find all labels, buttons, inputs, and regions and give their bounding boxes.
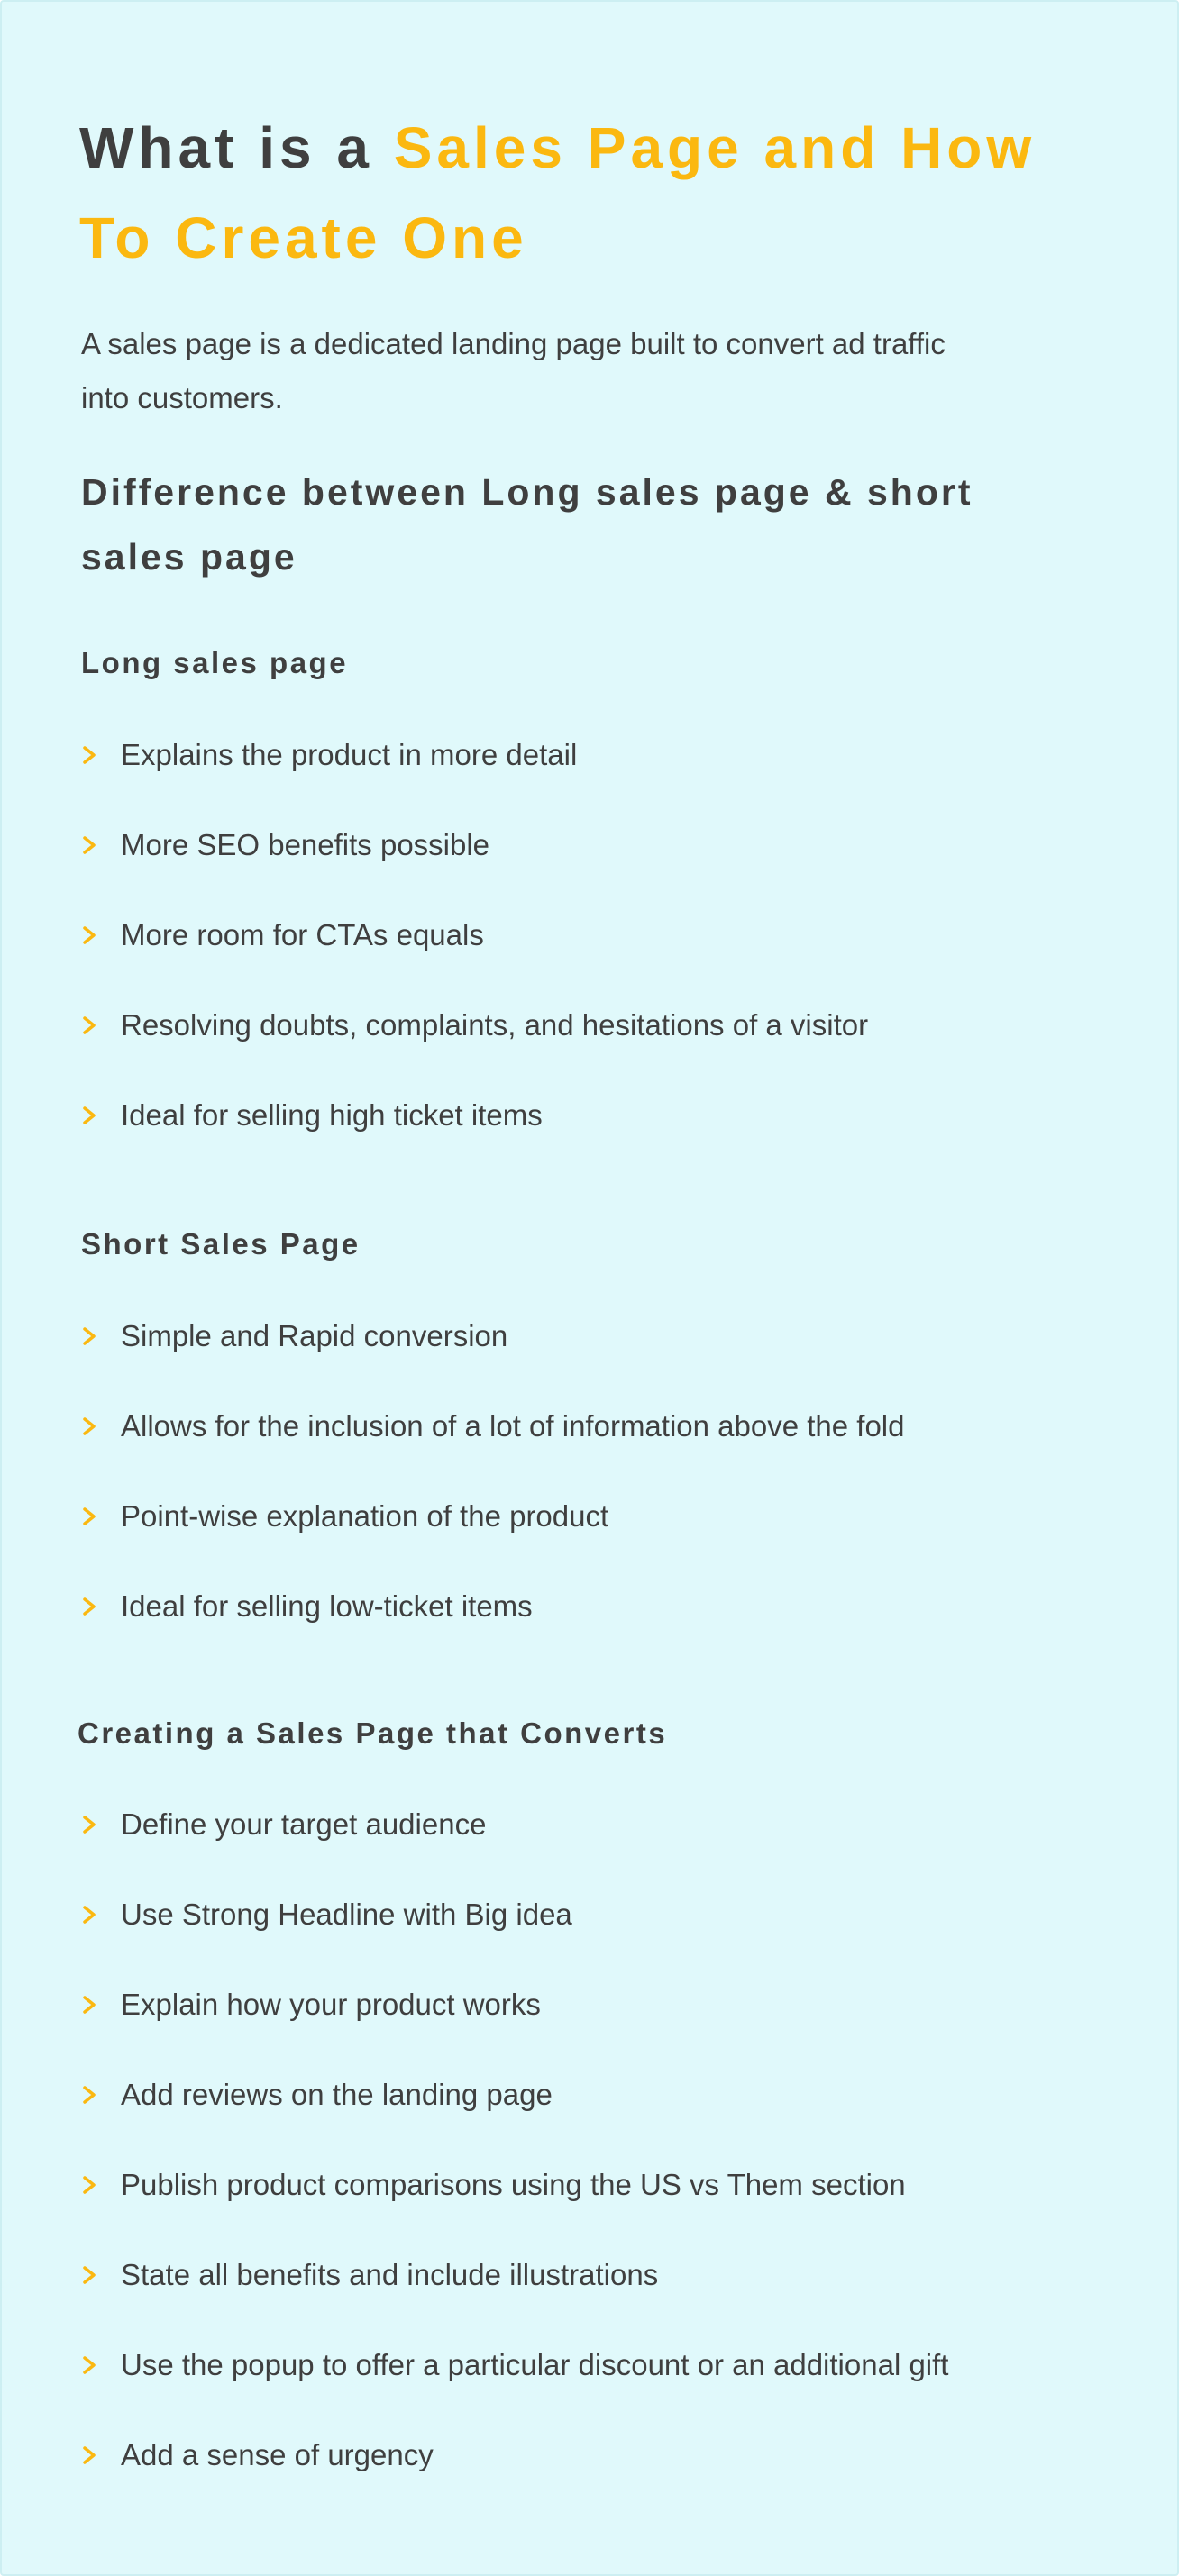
section-heading-short: Short Sales Page [81,1227,361,1261]
chevron-right-icon [81,1327,97,1345]
chevron-right-icon [81,1016,97,1034]
list-item-text: Simple and Rapid conversion [121,1319,508,1352]
chevron-right-icon [81,2176,97,2194]
chevron-right-icon [81,1507,97,1525]
chevron-right-icon [81,926,97,944]
list-item-text: Add reviews on the landing page [121,2078,553,2111]
list-item-text: Allows for the inclusion of a lot of information above the fold [121,1409,905,1443]
title-plain: What is a [79,115,394,180]
chevron-right-icon [81,1906,97,1924]
chevron-right-icon [81,1417,97,1435]
list-item-text: More SEO benefits possible [121,828,490,861]
list-item-text: Ideal for selling low-ticket items [121,1589,533,1623]
list-item-text: Use the popup to offer a particular discount or an additional gift [121,2348,949,2381]
list-item-text: Use Strong Headline with Big idea [121,1898,572,1931]
list-item-text: Explain how your product works [121,1988,541,2021]
list-item-text: Resolving doubts, complaints, and hesitations of a visitor [121,1008,869,1042]
chevron-right-icon [81,2446,97,2464]
list-item-text: Add a sense of urgency [121,2438,434,2471]
list-item-text: Ideal for selling high ticket items [121,1098,543,1132]
page-title [79,103,1116,283]
list-item-text: Explains the product in more detail [121,738,578,771]
intro-paragraph: A sales page is a dedicated landing page built to convert ad traffic into customers. [81,327,946,414]
title-accent: Sales Page and How To Create One [79,115,1037,270]
chevron-right-icon [81,746,97,764]
section-heading-long: Long sales page [81,646,349,679]
chevron-right-icon [81,1597,97,1616]
chevron-right-icon [81,836,97,854]
list-item-text: More room for CTAs equals [121,918,484,951]
chevron-right-icon [81,1996,97,2014]
chevron-right-icon [81,2266,97,2284]
section-heading-creating: Creating a Sales Page that Converts [78,1716,668,1750]
list-item-text: Point-wise explanation of the product [121,1499,609,1533]
list-item-text: Define your target audience [121,1807,487,1841]
comparison-subtitle: Difference between Long sales page & short sales page [81,471,973,578]
chevron-right-icon [81,1106,97,1124]
list-item-text: State all benefits and include illustrations [121,2258,659,2291]
chevron-right-icon [81,2356,97,2374]
list-item-text: Publish product comparisons using the US vs Them section [121,2168,906,2201]
chevron-right-icon [81,1816,97,1834]
chevron-right-icon [81,2086,97,2104]
